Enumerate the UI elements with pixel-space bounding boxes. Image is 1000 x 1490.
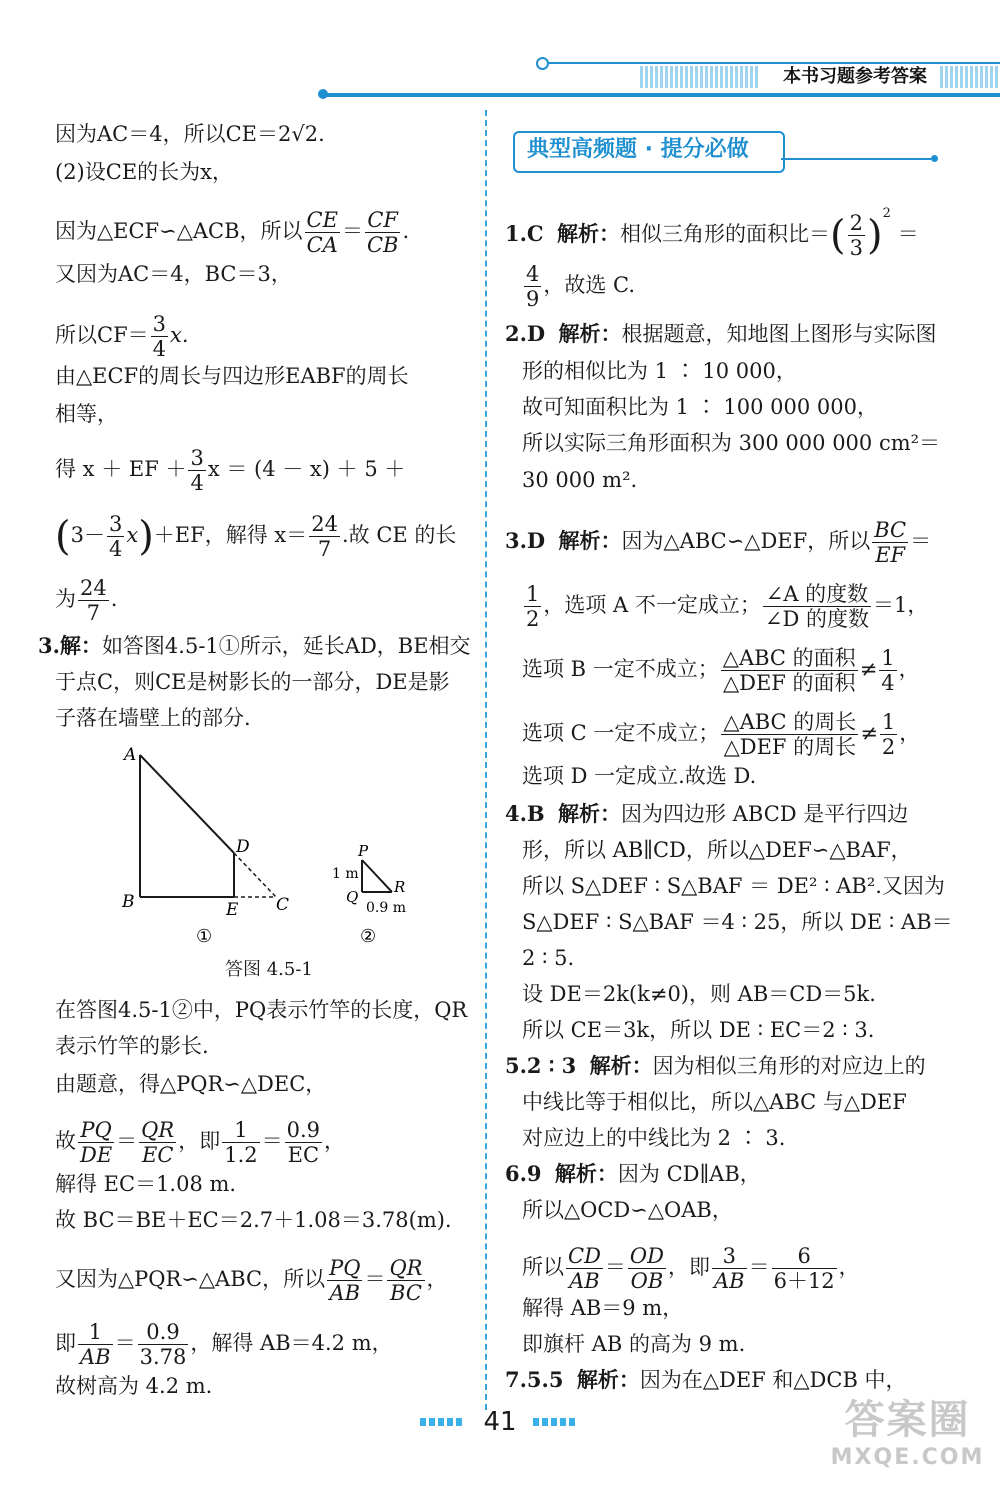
answer-2-line-2: 形的相似比为 1 ∶ 10 000， [522,359,797,383]
text: . [402,219,410,243]
denominator: 9 [526,287,540,311]
fraction [151,312,168,361]
answer-5-line-3: 对应边上的中线比为 2 ∶ 3. [522,1126,786,1150]
fraction [138,1320,189,1369]
numerator: CE [306,208,338,232]
answer-4-line-4: S△DEF ∶ S△BAF ＝4 ∶ 25，所以 DE ∶ AB＝ [522,910,953,934]
answer-number: 4.B [505,801,545,826]
denominator: 4 [190,471,204,495]
text: 根据题意，知地图上图形与实际图 [621,322,937,346]
label-qr-length: 0.9 m [366,900,406,916]
text: ， [426,1267,448,1291]
text: ， [324,1129,346,1153]
fraction [78,576,109,625]
denominator: OB [630,1269,664,1293]
text: 因为四边形 ABCD 是平行四边 [621,802,909,826]
q3-line-9: 故 BC＝BE＋EC＝2.7＋1.08＝3.78(m). [55,1208,452,1232]
text: 得 x ＋ EF ＋ [55,457,187,481]
text: 为 [55,587,76,611]
text: 故 [55,1129,76,1153]
fraction [78,1320,113,1369]
answer-number: 2.D [505,321,546,346]
answer-number: 6.9 [505,1161,542,1186]
section-title: 典型高频题 · 提分必做 [527,137,749,162]
denominator: EF [875,543,906,567]
label-c: C [276,895,290,915]
denominator: BC [390,1281,422,1305]
fraction [309,512,340,561]
numerator: 24 [80,576,107,600]
q3-line-11: 即 $\frac{1}{AB}$ ＝ $\frac{0.9}{3.78}$ ，解得 AB＝4.2 m， [55,1320,393,1369]
watermark-text: 答案圈 [844,1397,971,1443]
answer-7-line-1 [505,1366,907,1394]
denominator: AB [713,1269,745,1293]
text: 因为相似三角形的对应边上的 [652,1054,926,1078]
fraction [107,512,124,561]
answer-2-line-1 [505,320,937,348]
fraction [628,1244,666,1293]
denominator: 2 [526,607,540,631]
denominator: DE [80,1143,113,1167]
fraction [524,262,541,311]
denominator: CB [366,233,399,257]
left-line-2: (2)设CE的长为x， [55,160,233,184]
fraction [222,1118,259,1167]
answer-3-line-1 [505,518,931,567]
header-title: 本书习题参考答案 [770,64,940,90]
label-d: D [236,837,250,857]
denominator: 4 [152,337,167,361]
numerator: QR [141,1118,175,1142]
label-p: P [358,842,369,860]
answer-number: 3.D [505,528,546,553]
left-line-4: 又因为AC＝4，BC＝3， [55,262,292,286]
answer-3-line-4: 选项 C 一定不成立； $\frac{\text{△ABC 的周长}}{\text{△DEF 的周长}}$ ≠ $\frac{1}{2}$ ， [522,710,921,759]
header-band [640,66,760,88]
analysis-label: 解析： [558,801,622,826]
page-bar-right [533,1418,578,1426]
analysis-label: 解析： [558,321,622,346]
header-circle [536,57,549,70]
left-line-3 [55,208,409,257]
analysis-label: 解析： [558,528,622,553]
text: ，解得 AB＝4.2 m， [190,1331,393,1355]
fraction [78,1118,114,1167]
answer-6-line-3: 所以 $\frac{CD}{AB}$ ＝ $\frac{OD}{OB}$ ，即 $\frac{3}{AB}$ ＝ $\frac{6}{6+12}$ ， [522,1244,860,1293]
denominator: 3.78 [139,1345,187,1369]
figure-caption: 答图 4.5-1 [225,959,313,980]
fraction [524,582,541,631]
fraction [285,1118,322,1167]
figure-4-5-1 [100,740,430,955]
numerator: 3 [108,512,123,536]
numerator: PQ [329,1256,361,1280]
fraction [721,646,858,695]
left-line-5 [55,312,189,361]
numerator: 24 [311,512,338,536]
text: 如答图4.5-1①所示，延长AD，BE相交 [101,634,471,658]
left-line-9 [55,512,456,561]
text: 因为在△DEF 和△DCB 中， [639,1368,907,1392]
paren-close: ) [138,513,154,560]
answer-3-line-5: 选项 D 一定成立.故选 D. [522,764,757,788]
label-pq-length: 1 m [332,866,359,882]
answer-4-line-1 [505,800,908,828]
answer-2-line-5: 30 000 m². [522,468,638,492]
page-number: 41 [483,1407,517,1437]
text: 因为△ABC∽△DEF，所以 [621,529,871,553]
denominator: EC [141,1143,174,1167]
left-line-8 [55,446,405,495]
q3-line-7: 故 $\frac{PQ}{DE}$ ＝ $\frac{QR}{EC}$ ，即 $\frac{1}{1.2}$ ＝ $\frac{0.9}{EC}$ ， [55,1118,346,1167]
q3-line-4: 在答图4.5-1②中，PQ表示竹竿的长度，QR [55,998,468,1022]
numerator: 3 [152,312,167,336]
q3-line-2: 于点C，则CE是树影长的一部分，DE是影 [55,670,450,694]
numerator: CF [365,208,401,233]
answer-6-line-2: 所以△OCD∽△OAB， [522,1198,733,1222]
question-number: 3.解： [38,633,102,658]
paren-close: ) [866,212,883,259]
text: 选项 B 一定不成立； [522,657,719,681]
text: 3－ [70,523,105,547]
label-subfig-1: ① [196,926,213,947]
label-subfig-2: ② [360,926,377,947]
section-rule [781,158,931,160]
analysis-label: 解析： [589,1053,653,1078]
header-band-right [940,66,1000,88]
label-r: R [394,878,406,896]
label-e: E [226,900,239,920]
answer-6-line-1 [505,1160,761,1188]
answer-4-line-7: 所以 CE＝3k，所以 DE ∶ EC＝2 ∶ 3. [522,1018,875,1042]
text: ＝1， [873,593,929,617]
denominator: △DEF 的面积 [722,671,856,695]
fraction [365,208,401,257]
denominator: 1.2 [224,1143,258,1167]
watermark-url: MXQE.COM [830,1445,985,1470]
q3-line-5: 表示竹竿的影长. [55,1034,209,1058]
text: 所以 [522,1255,564,1279]
text: ， [838,1255,860,1279]
numerator: 1 [881,646,895,670]
answer-4-line-3: 所以 S△DEF ∶ S△BAF ＝ DE² ∶ AB².又因为 [522,874,945,898]
answer-5-line-2: 中线比等于相似比，所以△ABC 与△DEF [522,1090,907,1114]
denominator: 7 [86,601,101,625]
numerator: 2 [849,211,863,235]
fraction [305,208,340,257]
text: 因为 CD∥AB， [617,1162,761,1186]
header-rule [322,93,1000,97]
numerator: △ABC 的周长 [723,710,857,734]
fraction [566,1244,603,1293]
answer-4-line-5: 2 ∶ 5. [522,946,575,970]
fraction [880,710,897,759]
answer-number: 1.C [505,221,544,246]
denominator: 7 [317,537,332,561]
numerator: OD [629,1244,664,1268]
fraction [712,1244,747,1293]
text: 所以CF＝ [55,323,149,347]
watermark-logo [820,1395,995,1485]
numerator: 0.9 [138,1320,189,1345]
label-b: B [122,892,135,912]
fraction [139,1118,176,1167]
answer-4-line-2: 形，所以 AB∥CD，所以△DEF∽△BAF， [522,838,912,862]
header-dot [318,89,328,99]
answer-3-line-2 [522,582,928,631]
segment-dc [234,853,276,897]
denominator: △DEF 的周长 [723,735,857,759]
text: 因为△ECF∽△ACB，所以 [55,219,303,243]
column-divider [485,110,487,1410]
answer-5-line-1 [505,1052,926,1080]
q3-line-3: 子落在墙壁上的部分. [55,706,251,730]
denominator: AB [80,1345,111,1369]
q3-line-12: 故树高为 4.2 m. [55,1374,213,1398]
answer-number: 7.5.5 [505,1367,564,1392]
numerator: △ABC 的面积 [722,646,856,670]
text: ＝ [897,222,919,246]
fraction [327,1256,362,1305]
analysis-label: 解析： [554,1161,618,1186]
left-line-6: 由△ECF的周长与四边形EABF的周长 [55,364,409,388]
numerator: 1 [881,710,896,734]
left-line-1: 因为AC＝4，所以CE＝2√2. [55,122,325,146]
numerator: CD [568,1244,601,1268]
numerator: 1 [222,1118,259,1143]
numerator: 0.9 [286,1118,321,1142]
denominator: ∠D 的度数 [764,607,869,631]
denominator: 6＋12 [773,1269,835,1293]
answer-2-line-4: 所以实际三角形面积为 300 000 000 cm²＝ [522,431,941,455]
answer-6-line-5: 即旗杆 AB 的高为 9 m. [522,1332,746,1356]
numerator: 3 [190,446,204,470]
numerator: PQ [78,1118,114,1143]
fraction [763,582,871,631]
text: x. [170,323,189,347]
text: ，即 [667,1255,710,1279]
q3-line-10: 又因为△PQR∽△ABC，所以 $\frac{PQ}{AB}$ ＝ $\frac{QR}{BC}$ ， [55,1256,448,1305]
numerator: QR [389,1256,423,1280]
fraction [772,1244,837,1293]
text: 相似三角形的面积比＝ [620,222,830,246]
segment-pr [362,860,392,892]
q3-line-1 [38,632,471,660]
answer-3-line-3: 选项 B 一定不成立； $\frac{\text{△ABC 的面积}}{\text{△DEF 的面积}}$ ≠ $\frac{1}{4}$ ， [522,646,920,695]
exponent: 2 [882,206,891,221]
answer-6-line-4: 解得 AB＝9 m， [522,1296,684,1320]
text: x ＝ (4 － x) ＋ 5 ＋ [207,457,406,481]
text: ，选项 A 不一定成立； [543,593,761,617]
text: x [126,523,139,547]
text: ，故选 C. [543,273,636,297]
denominator: CA [306,233,338,257]
denominator: AB [329,1281,361,1305]
text: ＋EF，解得 x＝ [153,523,308,547]
numerator: BC [874,518,907,542]
text: 又因为△PQR∽△ABC，所以 [55,1267,326,1291]
paren-open: ( [55,513,71,560]
fraction [848,211,865,260]
denominator: 2 [881,735,896,759]
fraction [872,518,908,567]
denominator: 3 [849,236,863,260]
q3-line-8: 解得 EC＝1.08 m. [55,1172,237,1196]
denominator: AB [569,1269,600,1293]
denominator: 4 [881,671,895,695]
numerator: ∠A 的度数 [763,582,871,607]
numerator: 3 [712,1244,747,1269]
text: 即 [55,1331,76,1355]
answer-number: 5.2 ∶ 3 [505,1053,577,1078]
text: ＝ [341,219,363,243]
answer-4-line-6: 设 DE＝2k(k≠0)，则 AB＝CD＝5k. [522,982,876,1006]
text: ＝ [910,529,932,553]
analysis-label: 解析： [576,1367,640,1392]
label-a: A [124,745,137,765]
left-line-7: 相等， [55,402,118,426]
text: 选项 C 一定不成立； [522,721,720,745]
text: ，即 [178,1129,221,1153]
text: .故 CE 的长 [341,523,457,547]
label-q: Q [346,888,359,906]
numerator: 6 [772,1244,837,1269]
left-line-10 [55,576,117,625]
text: . [110,587,118,611]
denominator: 4 [108,537,123,561]
answer-2-line-3: 故可知面积比为 1 ∶ 100 000 000， [522,395,878,419]
answer-1-line-1 [505,200,919,260]
numerator: 1 [526,582,540,606]
section-dot [931,155,938,162]
segment-ad [140,755,234,853]
denominator: EC [287,1143,320,1167]
fraction [879,646,896,695]
answer-1-line-2 [522,262,635,311]
numerator: 1 [78,1320,113,1345]
paren-open: ( [830,212,846,259]
q3-line-6: 由题意，得△PQR∽△DEC， [55,1072,327,1096]
fraction [387,1256,424,1305]
fraction [188,446,205,495]
fraction [721,710,858,759]
page-bar-left [420,1418,465,1426]
numerator: 4 [526,262,540,286]
analysis-label: 解析： [557,221,620,246]
